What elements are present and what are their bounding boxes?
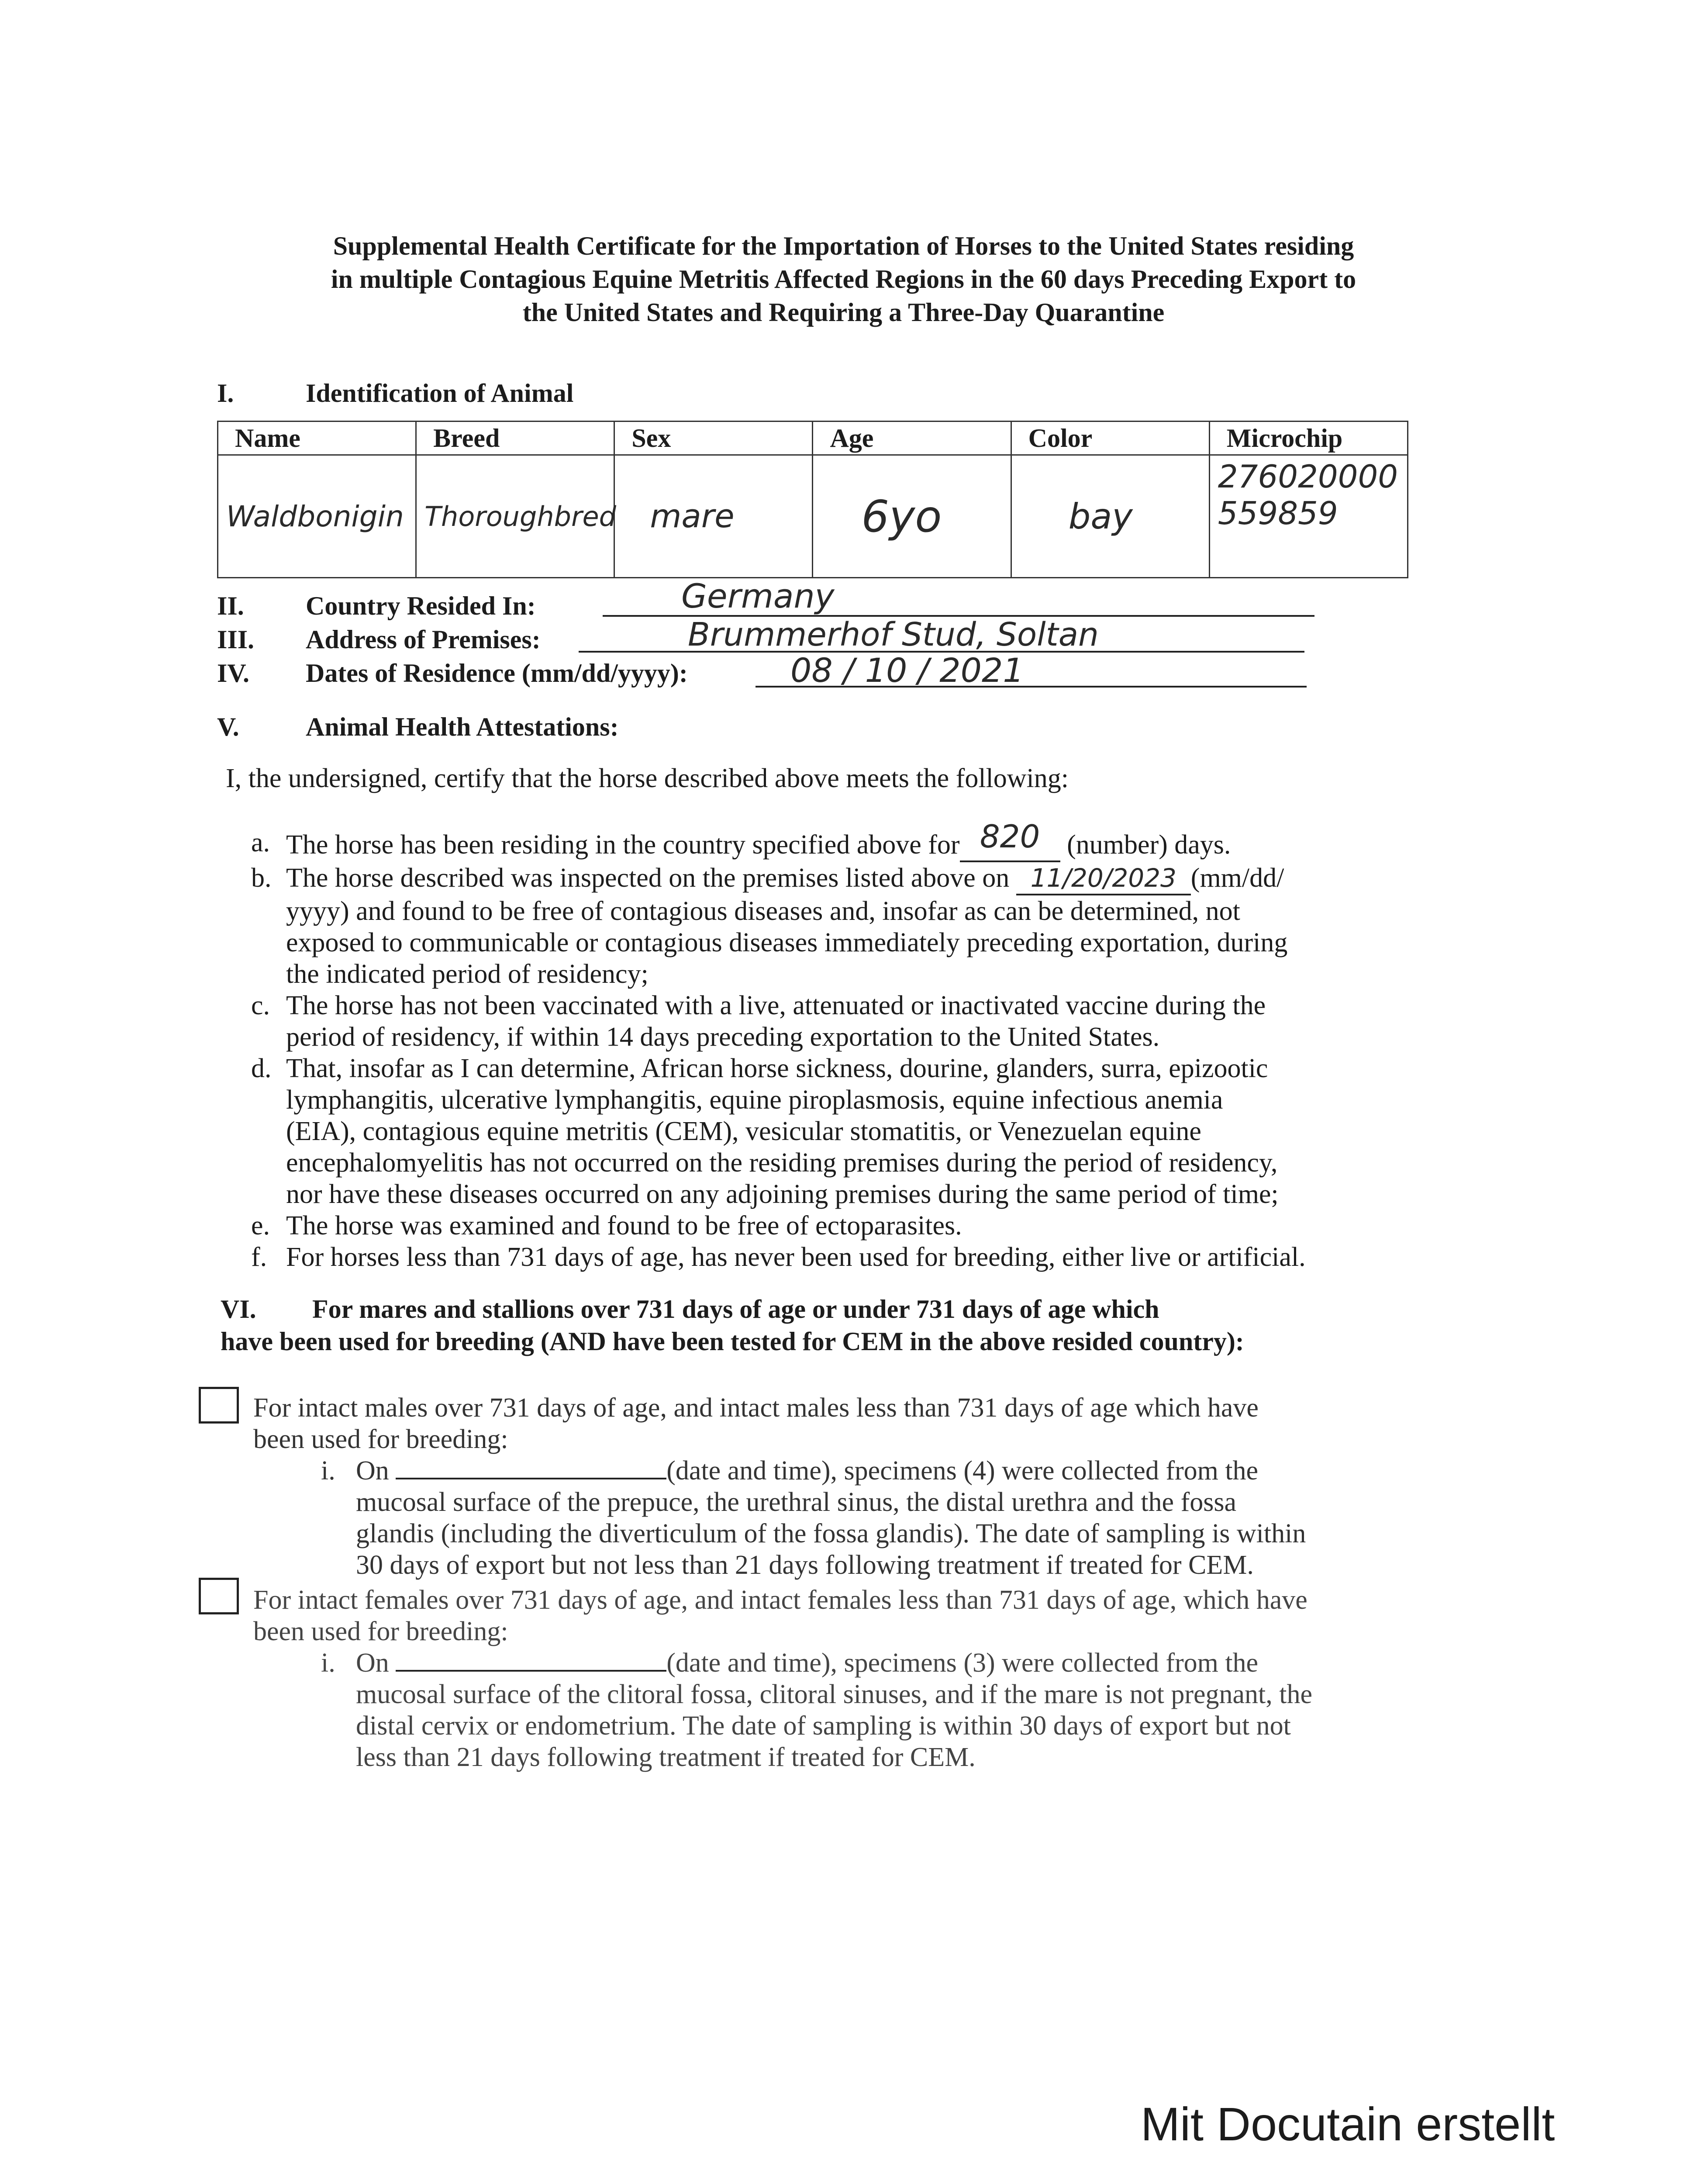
- cell-breed[interactable]: Thoroughbred: [416, 455, 614, 578]
- females-line-2: been used for breeding:: [253, 1617, 508, 1646]
- males-checkbox[interactable]: [199, 1387, 239, 1424]
- table-row: [218, 455, 1408, 578]
- males-line-3: mucosal surface of the prepuce, the urethral sinus, the distal urethra and the fossa: [356, 1487, 1236, 1517]
- females-block: [253, 1584, 1432, 1773]
- header-breed: Breed: [416, 422, 614, 455]
- attestation-a: [251, 818, 1421, 862]
- section-6-heading-line-1: For mares and stallions over 731 days of age or under 731 days of age which: [312, 1295, 1159, 1324]
- inspection-date-value: 11/20/2023: [1030, 863, 1176, 893]
- roman-numeral: i.: [321, 1456, 335, 1486]
- section-5-heading: Animal Health Attestations:: [306, 712, 619, 741]
- dates-field[interactable]: [756, 651, 1307, 690]
- females-checkbox[interactable]: [199, 1578, 239, 1614]
- section-1-number: I.: [217, 379, 234, 408]
- attestation-d-line-2: lymphangitis, ulcerative lymphangitis, equine piroplasmosis, equine infectious anemia: [286, 1085, 1223, 1115]
- females-line-5: less than 21 days following treatment if treated for CEM.: [356, 1742, 976, 1772]
- attestation-list: [251, 818, 1421, 1273]
- title-line-3: the United States and Requiring a Three-Day Quarantine: [522, 298, 1165, 327]
- header-sex: Sex: [614, 422, 813, 455]
- item-letter: d.: [251, 1054, 272, 1083]
- attestation-d-line-3: (EIA), contagious equine metritis (CEM), vesicular stomatitis, or Venezuelan equine: [286, 1116, 1201, 1146]
- females-line-4: distal cervix or endometrium. The date of sampling is within 30 days of export but not: [356, 1711, 1291, 1741]
- section-3-label: Address of Premises:: [306, 625, 541, 654]
- females-on-label: On: [356, 1648, 389, 1678]
- males-block: [253, 1392, 1432, 1581]
- header-color: Color: [1011, 422, 1209, 455]
- attestation-a-text: The horse has been residing in the country specified above for: [286, 830, 960, 860]
- microchip-line-1: 276020000: [1218, 458, 1398, 495]
- males-line-2: been used for breeding:: [253, 1424, 508, 1454]
- attestation-b-line-4: the indicated period of residency;: [286, 959, 649, 989]
- item-letter: f.: [251, 1242, 267, 1272]
- attestation-d-line-1: That, insofar as I can determine, African horse sickness, dourine, glanders, surra, epizootic: [286, 1054, 1268, 1083]
- section-6-number: VI.: [221, 1295, 256, 1324]
- address-field[interactable]: [579, 616, 1304, 653]
- section-1-heading: Identification of Animal: [306, 379, 574, 408]
- cell-sex[interactable]: mare: [614, 455, 813, 578]
- item-letter: b.: [251, 863, 272, 893]
- section-4-number: IV.: [217, 659, 249, 688]
- attestation-d-line-5: nor have these diseases occurred on any adjoining premises during the same period of time;: [286, 1179, 1279, 1209]
- header-microchip: Microchip: [1209, 422, 1408, 455]
- cell-age[interactable]: 6yo: [813, 455, 1011, 578]
- cell-name[interactable]: Waldbonigin: [218, 455, 416, 578]
- males-line-5: 30 days of export but not less than 21 days following treatment if treated for CEM.: [356, 1550, 1254, 1580]
- attestation-b-line-2: yyyy) and found to be free of contagious diseases and, insofar as can be determined, not: [286, 896, 1240, 926]
- days-value: 820: [980, 818, 1040, 855]
- females-date-field[interactable]: [396, 1670, 666, 1672]
- males-on-label: On: [356, 1456, 389, 1486]
- attestation-b-text: The horse described was inspected on the premises listed above on: [286, 863, 1010, 893]
- roman-numeral: i.: [321, 1648, 335, 1678]
- attestation-e-line-1: The horse was examined and found to be free of ectoparasites.: [286, 1211, 962, 1241]
- attestation-d-line-4: encephalomyelitis has not occurred on the residing premises during the period of residency,: [286, 1148, 1278, 1178]
- section-3-number: III.: [217, 625, 255, 654]
- attestation-d: [251, 1053, 1421, 1210]
- attestation-c-line-1: The horse has not been vaccinated with a live, attenuated or inactivated vaccine during the: [286, 991, 1266, 1020]
- item-letter: e.: [251, 1211, 270, 1241]
- section-5-number: V.: [217, 712, 239, 741]
- attestation-b: [251, 862, 1421, 990]
- country-value: Germany: [681, 577, 835, 615]
- dates-value: 08 / 10 / 2021: [790, 651, 1024, 690]
- cell-microchip[interactable]: [1209, 455, 1408, 578]
- section-2-number: II.: [217, 591, 244, 620]
- males-after-text: (date and time), specimens (4) were collected from the: [666, 1456, 1259, 1486]
- identification-table: [217, 421, 1408, 578]
- attestation-b-post: (mm/dd/: [1190, 863, 1284, 893]
- females-line-1: For intact females over 731 days of age, and intact females less than 731 days of age, which have: [253, 1585, 1308, 1615]
- item-letter: c.: [251, 991, 270, 1020]
- attestation-a-post: (number) days.: [1067, 830, 1231, 860]
- section-4-label: Dates of Residence (mm/dd/yyyy):: [306, 659, 688, 688]
- females-line-3: mucosal surface of the clitoral fossa, clitoral sinuses, and if the mare is not pregnant, the: [356, 1679, 1312, 1709]
- item-letter: a.: [251, 828, 270, 857]
- attestation-c: [251, 990, 1421, 1053]
- table-header-row: [218, 422, 1408, 455]
- country-field[interactable]: [603, 577, 1314, 617]
- attestation-c-line-2: period of residency, if within 14 days preceding exportation to the United States.: [286, 1022, 1160, 1052]
- section-6-heading-line-2: have been used for breeding (AND have been tested for CEM in the above resided country):: [221, 1327, 1244, 1356]
- inspection-date-field[interactable]: [1016, 862, 1191, 895]
- microchip-line-2: 559859: [1218, 495, 1338, 532]
- males-line-1: For intact males over 731 days of age, and intact males less than 731 days of age which have: [253, 1393, 1259, 1423]
- address-value: Brummerhof Stud, Soltan: [688, 616, 1099, 653]
- attestation-b-line-3: exposed to communicable or contagious diseases immediately preceding exportation, during: [286, 928, 1288, 957]
- title-line-2: in multiple Contagious Equine Metritis Affected Regions in the 60 days Preceding Export to: [331, 265, 1356, 294]
- males-line-4: glandis (including the diverticulum of the fossa glandis). The date of sampling is within: [356, 1519, 1306, 1548]
- attestation-f-line-1: For horses less than 731 days of age, has never been used for breeding, either live or artificial.: [286, 1242, 1306, 1272]
- title-line-1: Supplemental Health Certificate for the Importation of Horses to the United States residing: [333, 232, 1354, 260]
- header-age: Age: [813, 422, 1011, 455]
- header-name: Name: [218, 422, 416, 455]
- males-date-field[interactable]: [396, 1478, 666, 1479]
- females-after-text: (date and time), specimens (3) were collected from the: [666, 1648, 1259, 1678]
- females-item-i: [253, 1647, 1432, 1773]
- males-item-i: [253, 1455, 1432, 1581]
- cell-color[interactable]: bay: [1011, 455, 1209, 578]
- document-title: [0, 229, 1687, 329]
- section-2-label: Country Resided In:: [306, 591, 536, 620]
- attestation-f: [251, 1241, 1421, 1273]
- attestation-intro: I, the undersigned, certify that the horse described above meets the following:: [226, 764, 1069, 793]
- days-field[interactable]: [960, 818, 1060, 862]
- attestation-e: [251, 1210, 1421, 1241]
- footer-watermark: Mit Docutain erstellt: [1141, 2098, 1555, 2150]
